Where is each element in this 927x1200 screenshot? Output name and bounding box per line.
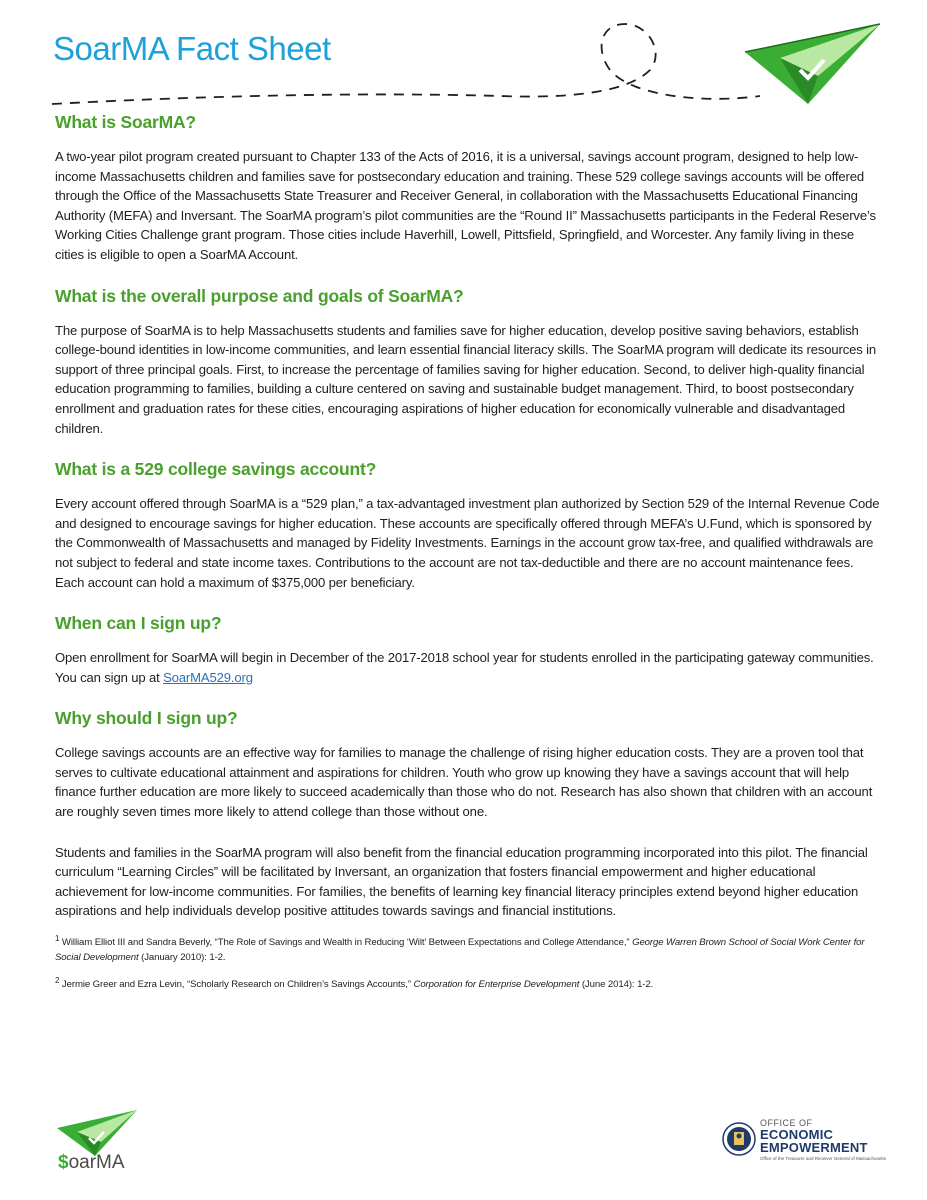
main-content — [55, 112, 881, 1000]
footnote-source: Corporation for Enterprise Development — [413, 979, 580, 991]
page-title: SoarMA Fact Sheet — [53, 30, 331, 67]
footnote-text: (January 2010): 1-2. — [138, 952, 226, 964]
footnote-marker: 2 — [55, 976, 60, 986]
section-529-account — [55, 459, 881, 592]
paper-plane-icon — [740, 12, 890, 112]
paragraph: College savings accounts are an effective way for families to manage the challenge of rising higher education costs. They are a proven tool that serves to cultivate educational attainment and aspirations for children. Youth who grow up knowing they have a savings account that will help finance further education are more likely to succeed academically than those who do not. Research has also shown that children with an account are roughly seven times more likely to attend college than those without one. — [55, 745, 873, 820]
logo-line-empowerment: EMPOWERMENT — [760, 1140, 868, 1155]
section-heading: What is SoarMA? — [55, 112, 196, 132]
section-heading: Why should I sign up? — [55, 708, 238, 729]
section-heading: What is a 529 college savings account? — [55, 459, 377, 480]
footnote-1 — [55, 931, 881, 965]
footnote-text: Jermie Greer and Ezra Levin, “Scholarly Research on Children’s Savings Accounts,” — [59, 979, 414, 991]
logo-office-of: OFFICE OF — [760, 1118, 813, 1128]
section-heading: What is the overall purpose and goals of SoarMA? — [55, 285, 464, 306]
footnote-text: William Elliot III and Sandra Beverly, “The Role of Savings and Wealth in Reducing ‘Wilt’ Between Expectations and College Attendance,” — [59, 937, 633, 949]
paragraph: A two-year pilot program created pursuant to Chapter 133 of the Acts of 2016, it is a universal, savings account program, designed to help low-income Massachusetts children and families save for postsecondary education and training. These 529 college savings accounts will be offered through the Office of the Massachusetts State Treasurer and Receiver General, in collaboration with the Massachusetts Educational Financing Authority (MEFA) and Inversant. The SoarMA program’s pilot communities are the “Round II” Massachusetts participants in the Federal Reserve’s Working Cities Challenge grant program. Those cities include Haverhill, Lowell, Pittsfield, Springfield, and Worcester. Any family living in these cities is eligible to open a SoarMA Account. — [55, 149, 876, 262]
footnote-source: George Warren Brown School of Social Work Center for Social Development — [55, 937, 865, 964]
footnote-2 — [55, 973, 881, 992]
soarma-website-link[interactable]: SoarMA529.org — [163, 669, 253, 685]
section-heading: When can I sign up? — [55, 613, 222, 634]
paragraph: Every account offered through SoarMA is a “529 plan,” a tax-advantaged investment plan authorized by Section 529 of the Internal Revenue Code and designed to encourage savings for higher education. These accounts are specifically offered through MEFA’s U.Fund, which is sponsored by the Commonwealth of Massachusetts and managed by Fidelity Investments. Earnings in the account grow tax-free, and qualified withdrawals are not subject to federal and state income taxes. Contributions to the account are not tax-deductible and there are no account maintenance fees. Each account can hold a maximum of $375,000 per beneficiary. — [55, 496, 880, 590]
footnote-marker: 1 — [55, 934, 60, 944]
paragraph: Students and families in the SoarMA program will also benefit from the financial education programming incorporated into this pilot. The financial curriculum “Learning Circles” will be facilitated by Inversant, an organization that fosters financial empowerment and higher educational achievement for low-income communities. For families, the benefits of learning key financial literacy principles extend beyond higher education aspirations and help individuals develop positive attitudes towards savings and financial institutions. — [55, 844, 868, 919]
logo-title — [760, 1128, 868, 1154]
footnote-text: (June 2014): 1-2. — [579, 979, 654, 991]
section-purpose-goals — [55, 286, 881, 439]
paragraph: The purpose of SoarMA is to help Massachusetts students and families save for higher education, develop positive saving behaviors, establish college-bound identities in low-income communities, and learn essential financial literacy skills. The SoarMA program will dedicate its resources in support of three principal goals. First, to increase the percentage of families saving for higher education. Second, to deliver high-quality financial education programming to families, building a culture centered on saving and sustainable budget management. Third, to boost postsecondary enrollment and graduation rates for these cities, encouraging aspirations of higher education for economically vulnerable and disadvantaged children. — [55, 322, 877, 436]
logo-dollar: $ — [58, 1152, 69, 1173]
section-why-sign-up — [55, 708, 881, 921]
logo-subtitle: Office of the Treasurer and Receiver General of Massachusetts — [760, 1156, 886, 1161]
paragraph-text: Open enrollment for SoarMA will begin in December of the 2017-2018 school year for students enrolled in the participating gateway communities. You can sign up at — [55, 650, 874, 685]
office-economic-empowerment-logo — [722, 1118, 886, 1168]
state-seal-icon — [722, 1122, 756, 1156]
logo-text: oarMA — [68, 1152, 125, 1173]
section-when-sign-up — [55, 613, 881, 687]
footnotes — [55, 931, 881, 992]
soarma-logo — [58, 1152, 125, 1174]
logo-line-economic: ECONOMIC — [760, 1127, 834, 1142]
section-what-is-soarma — [55, 112, 881, 265]
paragraph — [55, 648, 881, 687]
